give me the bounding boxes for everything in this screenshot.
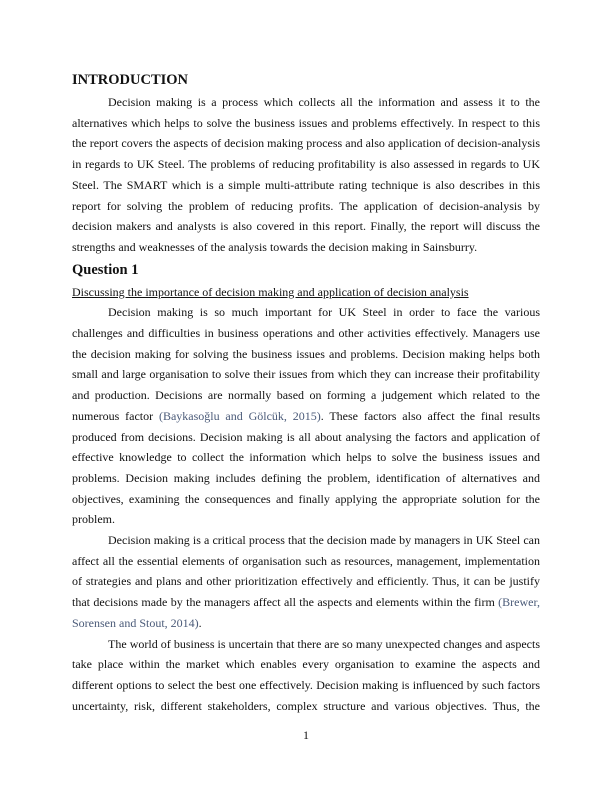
introduction-heading: INTRODUCTION	[72, 72, 189, 88]
paragraph-text: .	[198, 615, 202, 630]
citation: (Brewer, Sorensen and Stout, 2014)	[72, 595, 540, 630]
document-page	[72, 70, 540, 716]
paragraph-text: . These factors also affect the final results produced from decisions. Decision making is all about analysing the factors and application of effective knowledge to collect the information which helps to solve the business issues and problems. Decision making includes defining the problem, identification of alternatives and objectives, examining the consequences and finally applying the appropriate solution for the problem.	[72, 408, 540, 527]
page-number: 1	[303, 728, 309, 742]
question-1-subheading: Discussing the importance of decision making and application of decision analysis	[72, 284, 469, 299]
paragraph-text: Decision making is a critical process that the decision made by managers in UK Steel can affect all the essential elements of organisation such as resources, management, implementation of strategies and plans and other prioritization effectively and efficiently. Thus, it can be justify that decisions made by the managers affect all the aspects and elements within the firm	[72, 533, 540, 610]
question-1-paragraph-3: The world of business is uncertain that there are so many unexpected changes and aspects take place within the market which enables every organisation to examine the aspects and different options to select the best one effectively. Decision making is influenced by such factors uncertainty, risk, different stakeholders, complex structure and various objectives. Thus, the	[72, 636, 540, 713]
question-1-paragraph-1	[72, 302, 540, 530]
question-1-paragraph-2	[72, 530, 540, 634]
citation: (Baykasoğlu and Gölcük, 2015)	[158, 408, 321, 423]
paragraph-text: Decision making is so much important for UK Steel in order to face the various challenges and difficulties in business operations and other activities effectively. Managers use the decision making for solving the business issues and problems. Decision making helps both small and large organisation to solve their issues from which they can increase their profitability and production. Decisions are normally based on forming a judgement which related to the numerous factor	[72, 305, 540, 423]
introduction-paragraph: Decision making is a process which collects all the information and assess it to the alternatives which helps to solve the business issues and problems effectively. In respect to this the report covers the aspects of decision making process and also application of decision-analysis in regards to UK Steel. The problems of reducing profitability is also assessed in regards to UK Steel. The SMART which is a simple multi-attribute rating technique is also describes in this report for solving the problem of reducing profits. The application of decision-analysis by decision makers and analysts is also covered in this report. Finally, the report will discuss the strengths and weaknesses of the analysis towards the decision making in Sainsburry.	[72, 95, 540, 254]
question-1-heading: Question 1	[72, 261, 139, 278]
